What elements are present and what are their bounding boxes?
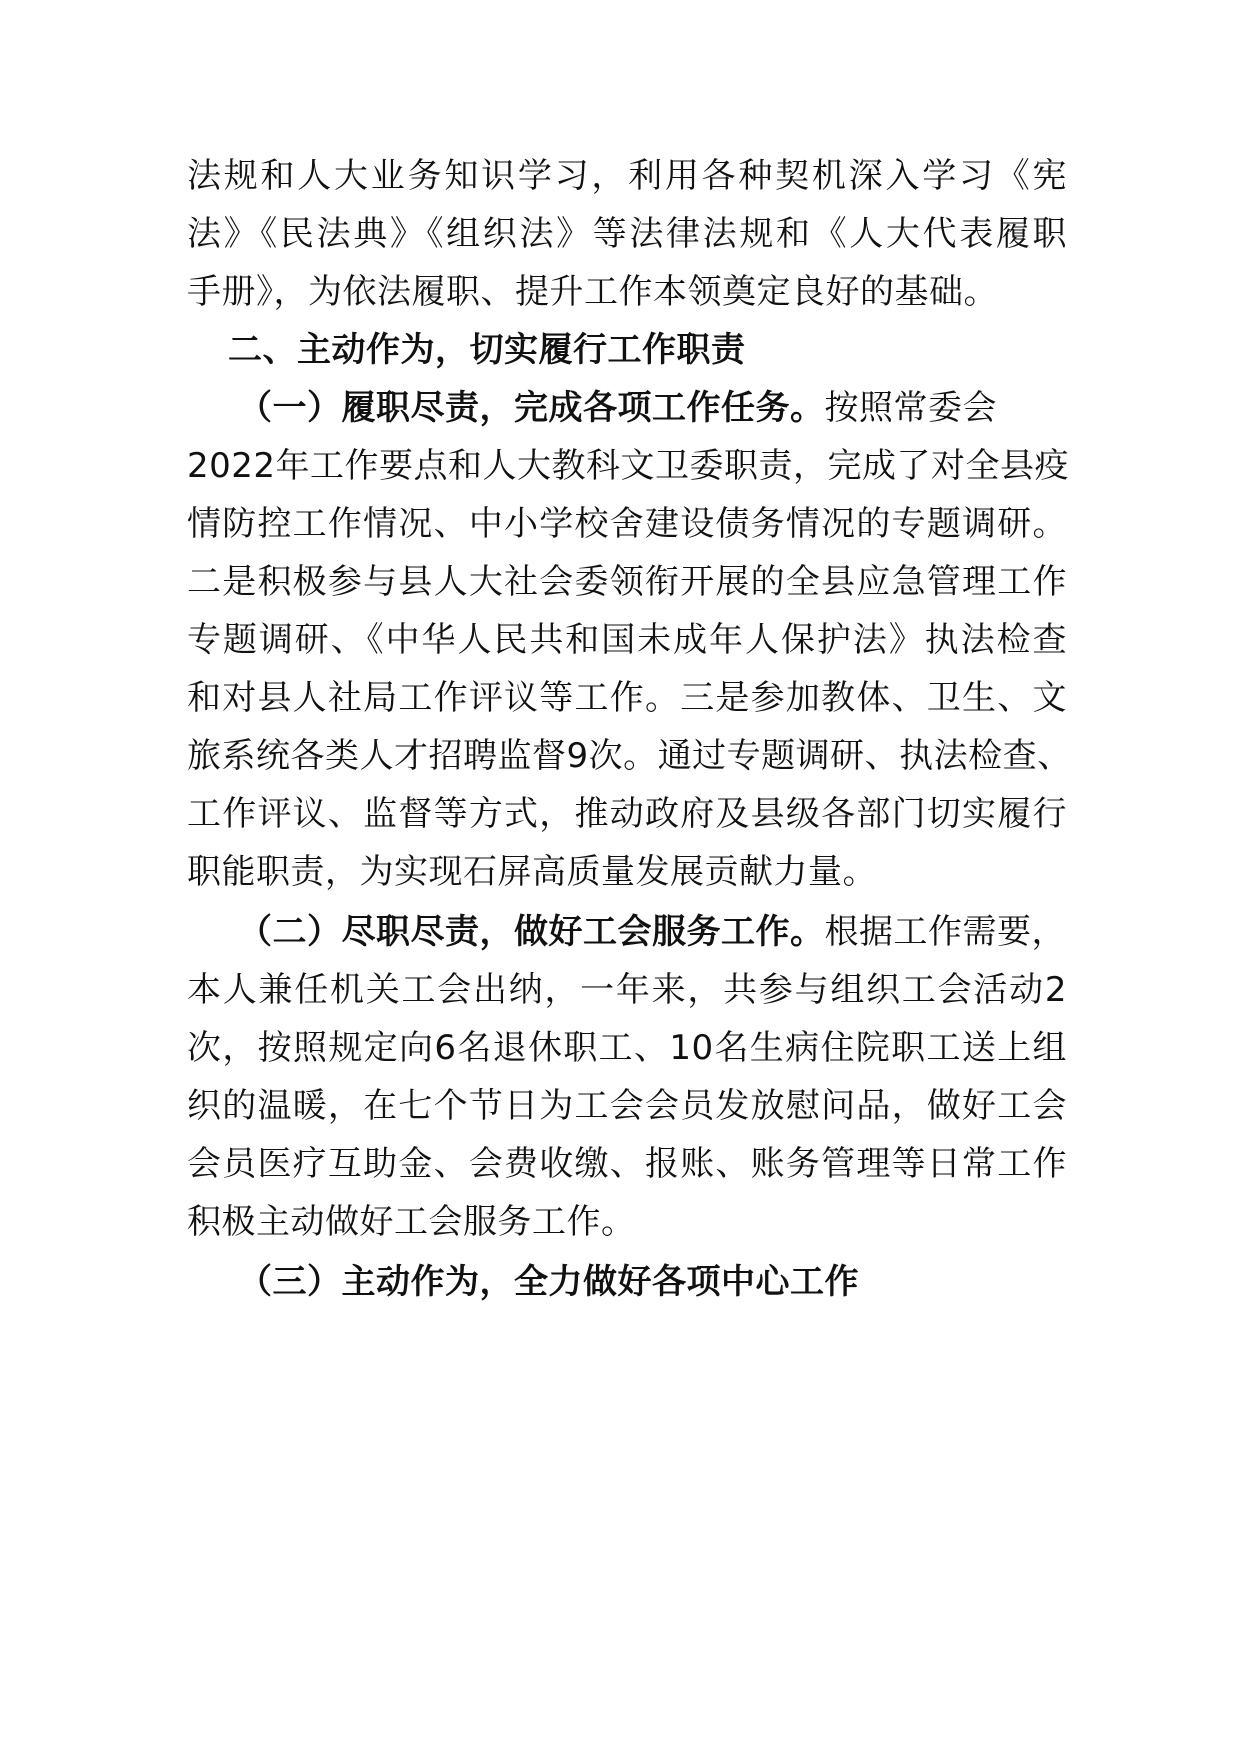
subsection-heading: （三）主动作为，全力做好各项中心工作 xyxy=(238,1262,859,1302)
body-text-line: 情防控工作情况、中小学校舍建设债务情况的专题调研。 xyxy=(187,504,1067,544)
body-text-line: 本人兼任机关工会出纳，一年来，共参与组织工会活动2 xyxy=(187,970,1067,1010)
body-text-line: 积极主动做好工会服务工作。 xyxy=(187,1202,636,1242)
body-text-line: 手册》，为依法履职、提升工作本领奠定良好的基础。 xyxy=(187,272,998,312)
body-text-segment: 按照常委会 xyxy=(824,388,997,428)
body-text-line: 和对县人社局工作评议等工作。三是参加教体、卫生、文 xyxy=(187,678,1067,718)
body-text-line: 次，按照规定向6名退休职工、10名生病住院职工送上组 xyxy=(187,1028,1067,1068)
body-text-line: 职能职责，为实现石屏高质量发展贡献力量。 xyxy=(187,852,877,892)
body-text-line: 二是积极参与县人大社会委领衔开展的全县应急管理工作 xyxy=(187,562,1067,602)
section-heading: 二、主动作为，切实履行工作职责 xyxy=(228,330,746,370)
subsection-heading: （一）履职尽责，完成各项工作任务。 xyxy=(238,388,825,428)
body-text-line: 专题调研、《中华人民共和国未成年人保护法》执法检查 xyxy=(187,620,1067,660)
body-text-line: 法规和人大业务知识学习，利用各种契机深入学习《宪 xyxy=(187,156,1067,196)
subsection-heading: （二）尽职尽责，做好工会服务工作。 xyxy=(238,912,825,952)
subsection-paragraph-first-line xyxy=(238,912,1118,952)
body-text-line: 织的温暖，在七个节日为工会会员发放慰问品，做好工会 xyxy=(187,1086,1067,1126)
body-text-line: 法》《民法典》《组织法》等法律法规和《人大代表履职 xyxy=(187,214,1067,254)
body-text-line: 会员医疗互助金、会费收缴、报账、账务管理等日常工作 xyxy=(187,1144,1067,1184)
body-text-segment: 根据工作需要， xyxy=(824,912,1066,952)
subsection-paragraph-first-line xyxy=(238,388,1118,428)
body-text-line: 工作评议、监督等方式，推动政府及县级各部门切实履行 xyxy=(187,794,1067,834)
body-text-line: 旅系统各类人才招聘监督9次。通过专题调研、执法检查、 xyxy=(187,736,1072,776)
body-text-line: 2022年工作要点和人大教科文卫委职责，完成了对全县疫 xyxy=(187,446,1070,486)
